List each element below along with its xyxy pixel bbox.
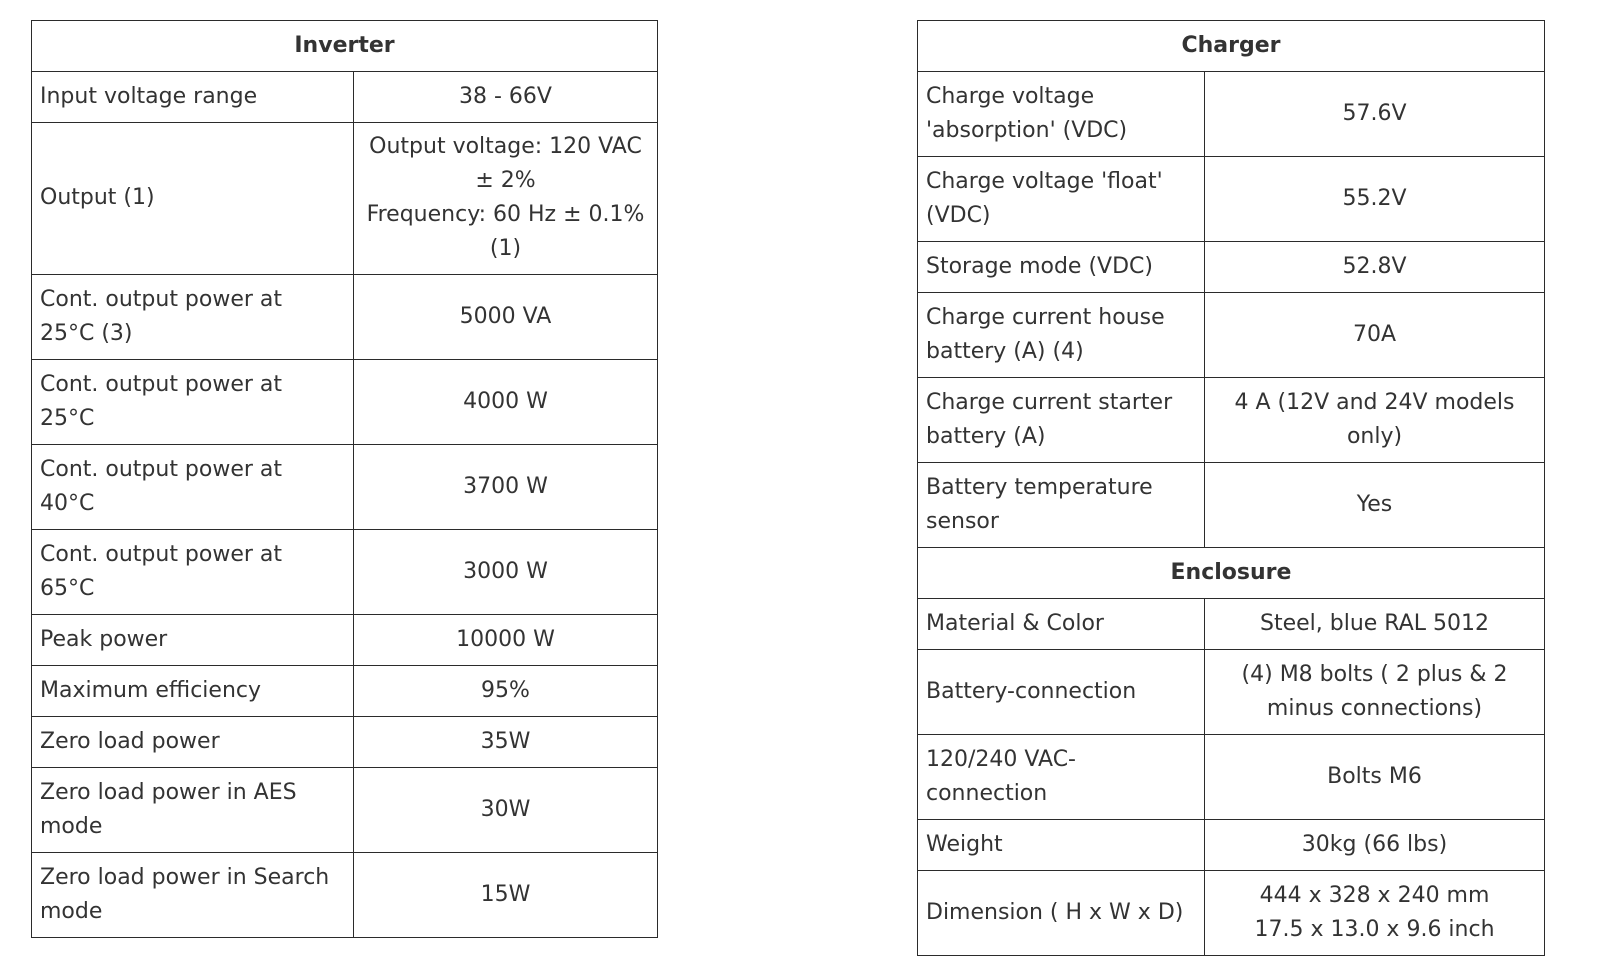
spec-value: 95%	[354, 666, 658, 717]
charger-enclosure-spec-table	[917, 20, 1545, 956]
spec-label: Zero load power in AES mode	[32, 768, 354, 853]
spec-value: Yes	[1205, 463, 1545, 548]
spec-value: 3000 W	[354, 530, 658, 615]
spec-value: 4 A (12V and 24V models only)	[1205, 378, 1545, 463]
spec-label: Cont. output power at 25°C (3)	[32, 275, 354, 360]
spec-value: (4) M8 bolts ( 2 plus & 2 minus connections)	[1205, 650, 1545, 735]
table-row	[918, 820, 1545, 871]
spec-label: Input voltage range	[32, 72, 354, 123]
spec-value: 15W	[354, 853, 658, 938]
spec-label: Dimension ( H x W x D)	[918, 871, 1205, 956]
spec-label: Charge voltage 'absorption' (VDC)	[918, 72, 1205, 157]
spec-value: 38 - 66V	[354, 72, 658, 123]
spec-label: Cont. output power at 25°C	[32, 360, 354, 445]
table-row	[32, 530, 658, 615]
spec-label: Peak power	[32, 615, 354, 666]
table-row	[32, 360, 658, 445]
spec-value: 4000 W	[354, 360, 658, 445]
table-row	[32, 123, 658, 275]
inverter-section-header: Inverter	[32, 21, 658, 72]
charger-section-header: Charger	[918, 21, 1545, 72]
spec-label: Battery-connection	[918, 650, 1205, 735]
table-row	[918, 293, 1545, 378]
spec-value: 5000 VA	[354, 275, 658, 360]
spec-label: Storage mode (VDC)	[918, 242, 1205, 293]
spec-value: 3700 W	[354, 445, 658, 530]
spec-label: Charge current starter battery (A)	[918, 378, 1205, 463]
table-row	[918, 735, 1545, 820]
table-row	[918, 871, 1545, 956]
table-row	[32, 768, 658, 853]
table-row	[918, 72, 1545, 157]
table-row	[32, 275, 658, 360]
spec-value: Output voltage: 120 VAC ± 2% Frequency: 60 Hz ± 0.1% (1)	[354, 123, 658, 275]
inverter-spec-table	[31, 20, 658, 938]
spec-label: Battery temperature sensor	[918, 463, 1205, 548]
spec-value: 70A	[1205, 293, 1545, 378]
spec-value: 30W	[354, 768, 658, 853]
spec-value: 30kg (66 lbs)	[1205, 820, 1545, 871]
spec-value: Steel, blue RAL 5012	[1205, 599, 1545, 650]
spec-value: 444 x 328 x 240 mm 17.5 x 13.0 x 9.6 inch	[1205, 871, 1545, 956]
spec-value: 57.6V	[1205, 72, 1545, 157]
table-row	[918, 242, 1545, 293]
spec-label: Maximum efficiency	[32, 666, 354, 717]
spec-value: 52.8V	[1205, 242, 1545, 293]
spec-label: Output (1)	[32, 123, 354, 275]
table-row	[32, 853, 658, 938]
table-row	[32, 445, 658, 530]
spec-label: Zero load power in Search mode	[32, 853, 354, 938]
spec-label: Weight	[918, 820, 1205, 871]
table-row	[918, 157, 1545, 242]
spec-value: 55.2V	[1205, 157, 1545, 242]
table-row	[918, 599, 1545, 650]
spec-label: Cont. output power at 65°C	[32, 530, 354, 615]
table-row	[32, 72, 658, 123]
spec-label: 120/240 VAC- connection	[918, 735, 1205, 820]
table-row	[32, 666, 658, 717]
table-row	[32, 717, 658, 768]
spec-value: Bolts M6	[1205, 735, 1545, 820]
spec-label: Zero load power	[32, 717, 354, 768]
table-row	[918, 463, 1545, 548]
spec-value: 35W	[354, 717, 658, 768]
spec-value: 10000 W	[354, 615, 658, 666]
enclosure-section-header: Enclosure	[918, 548, 1545, 599]
spec-label: Cont. output power at 40°C	[32, 445, 354, 530]
table-row	[918, 650, 1545, 735]
spec-label: Material & Color	[918, 599, 1205, 650]
spec-label: Charge voltage 'float' (VDC)	[918, 157, 1205, 242]
spec-label: Charge current house battery (A) (4)	[918, 293, 1205, 378]
table-row	[918, 378, 1545, 463]
table-row	[32, 615, 658, 666]
